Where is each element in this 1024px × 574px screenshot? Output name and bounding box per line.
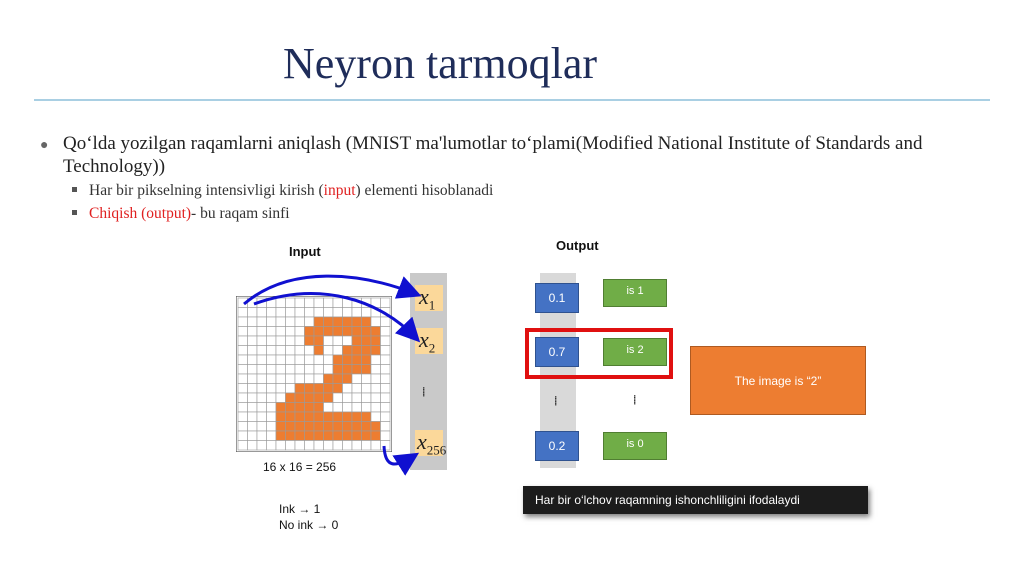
arrow-to-x256 xyxy=(384,446,414,464)
output-label: Output xyxy=(556,238,599,253)
var-symbol: x xyxy=(419,284,429,309)
class-label-1: is 1 xyxy=(603,279,667,307)
var-subscript: 1 xyxy=(428,297,436,313)
page-title: Neyron tarmoqlar xyxy=(283,39,597,88)
sub2-after: - bu raqam sinfi xyxy=(191,205,290,222)
class-label-2: is 2 xyxy=(603,338,667,366)
var-subscript: 2 xyxy=(428,340,436,356)
caption-bar: Har bir o‘lchov raqamning ishonchliligini ifodalaydi xyxy=(523,486,868,514)
sub1-before: Har bir pikselning intensivligi kirish ( xyxy=(89,182,324,199)
var-symbol: x xyxy=(417,429,427,454)
var-symbol: x xyxy=(419,327,429,352)
output-value-2: 0.7 xyxy=(535,337,579,367)
input-ellipsis: ...... xyxy=(420,386,435,396)
bullet-dot-icon: ● xyxy=(40,138,49,153)
sub1-highlight: input xyxy=(323,182,356,199)
class-label-0: is 0 xyxy=(603,432,667,460)
output-ellipsis: ...... xyxy=(552,395,567,405)
bullet-main-text: Qo‘lda yozilgan raqamlarni aniqlash (MNIST ma'lumotlar to‘plami(Modified National Institute of Standards and Technology)) xyxy=(63,133,923,177)
ink-legend-1: Ink → 1 xyxy=(279,502,321,516)
output-value-0: 0.2 xyxy=(535,431,579,461)
sub1-after: ) elementi hisoblanadi xyxy=(355,182,494,199)
grid-size-caption: 16 x 16 = 256 xyxy=(263,460,337,474)
prediction-highlight-frame xyxy=(525,328,673,379)
arrow-to-x2 xyxy=(254,294,416,338)
var-subscript: 256 xyxy=(426,442,447,458)
output-value-1: 0.1 xyxy=(535,283,579,313)
input-label: Input xyxy=(289,244,321,259)
class-ellipsis: ...... xyxy=(631,394,646,404)
sub2-highlight: Chiqish (output) xyxy=(89,205,192,222)
result-box: The image is “2” xyxy=(690,346,866,415)
ink-legend-0: No ink → 0 xyxy=(279,518,339,532)
